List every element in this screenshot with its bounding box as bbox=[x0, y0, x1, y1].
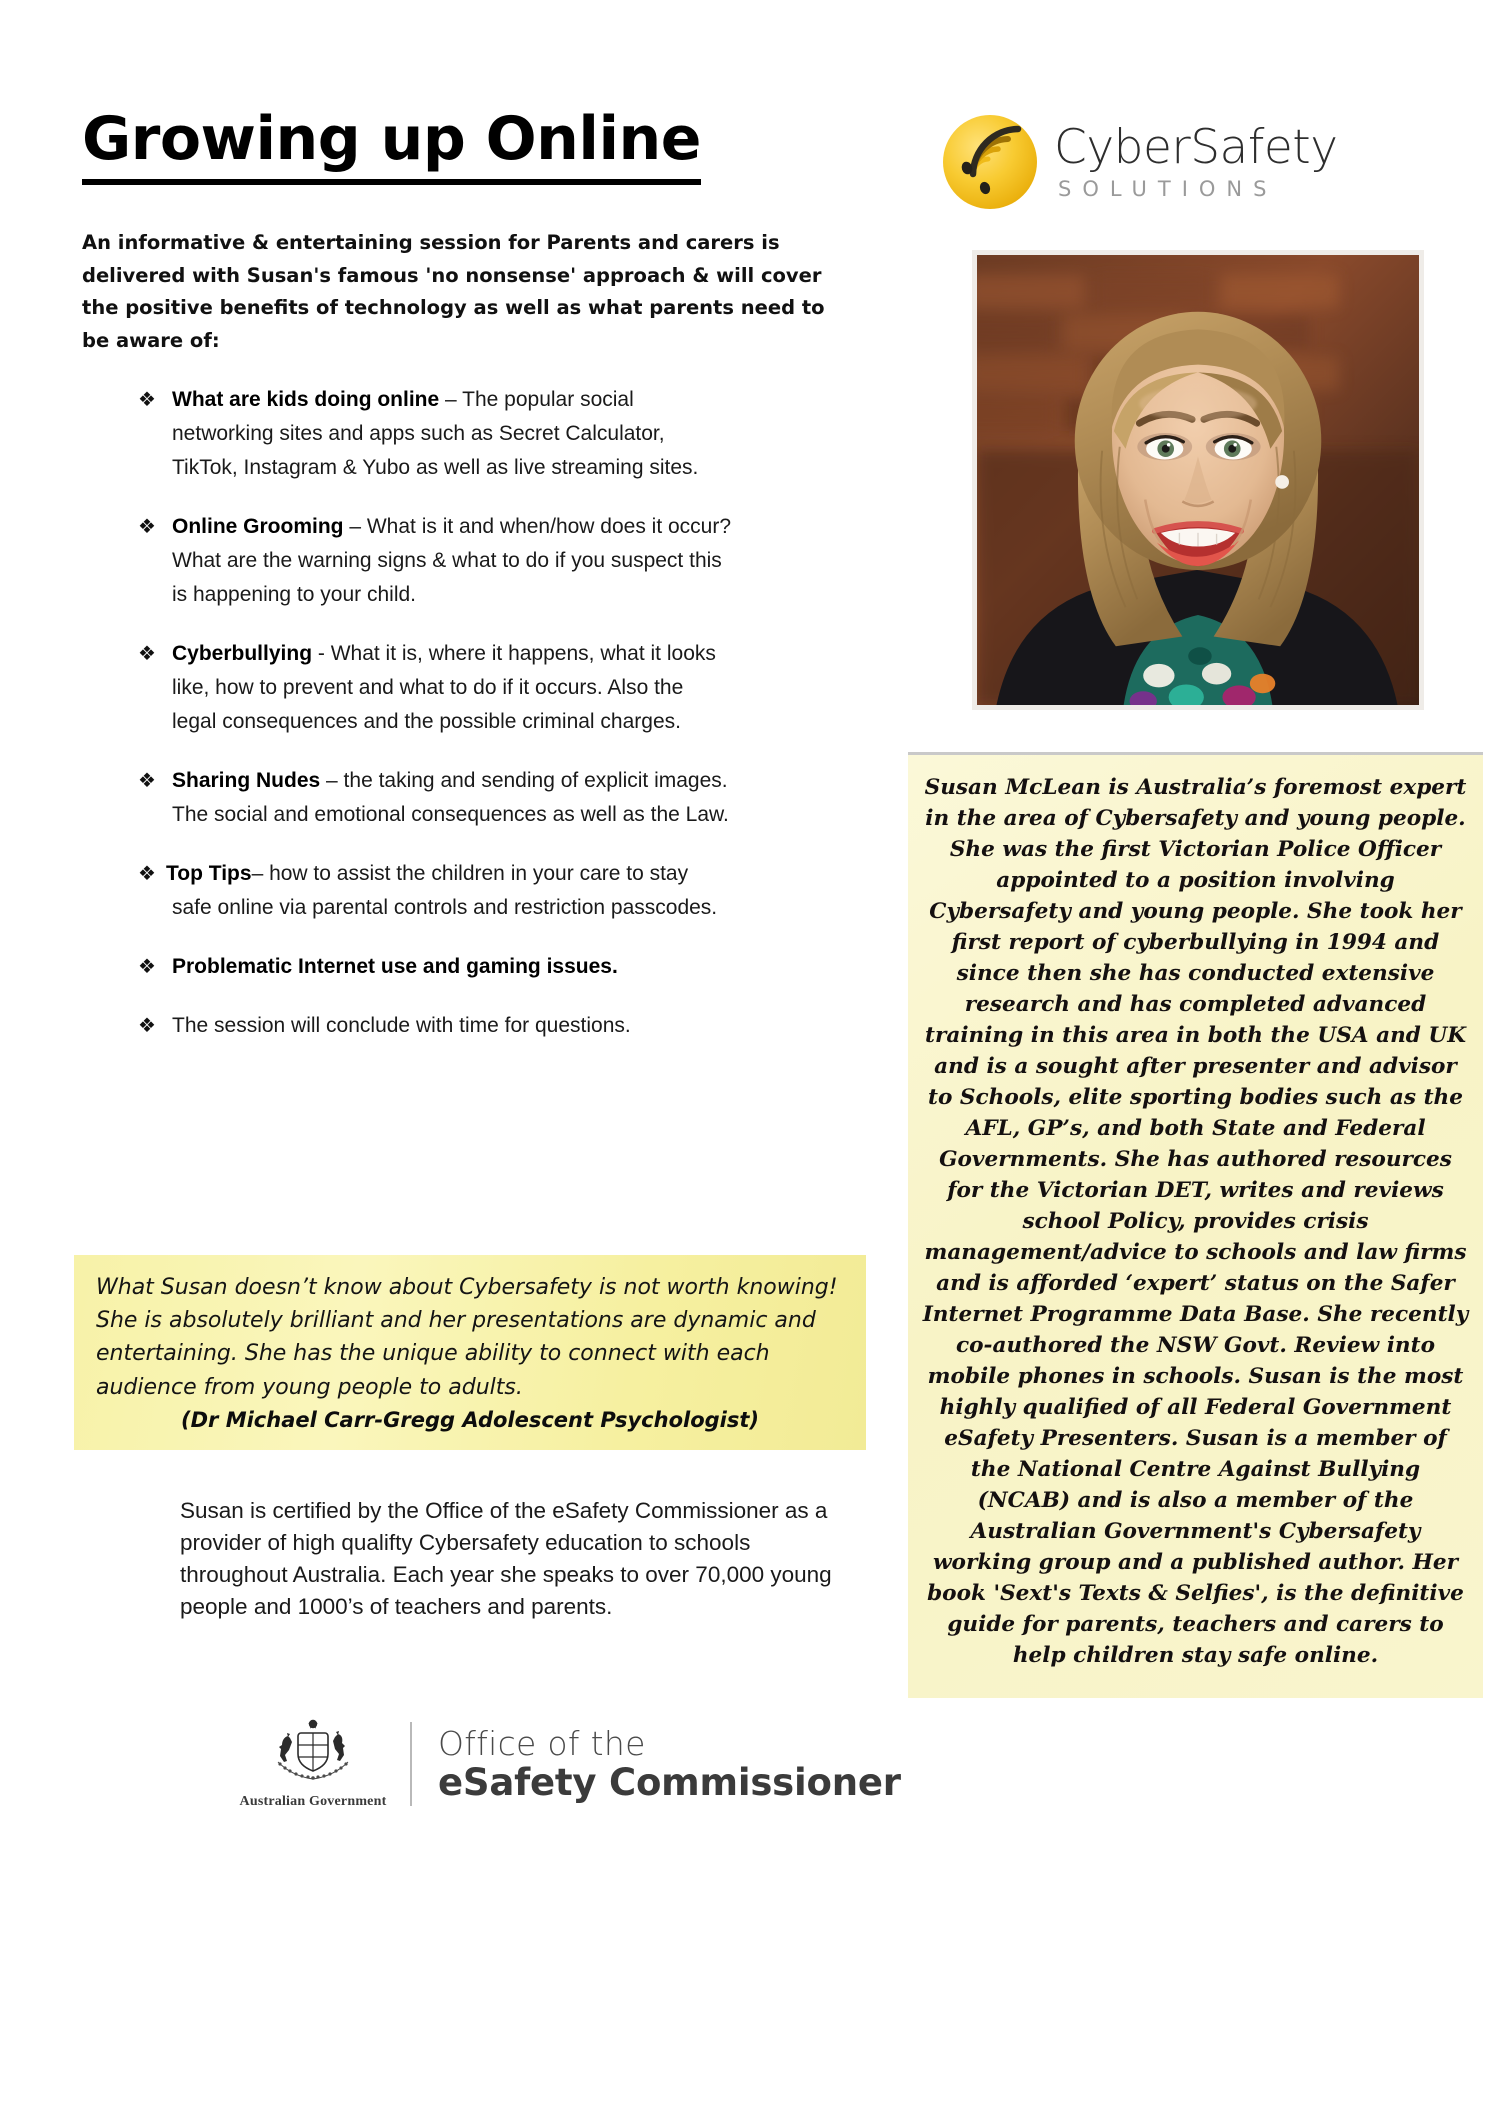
list-item-text bbox=[172, 764, 732, 832]
certification-paragraph: Susan is certified by the Office of the eSafety Commissioner as a provider of high qualifty Cybersafety education to schools throughout Australia. Each year she speaks to over 70,000 young people and 1000’s of teachers and parents. bbox=[180, 1498, 832, 1619]
diamond-bullet-icon: ❖ bbox=[138, 514, 156, 539]
intro-paragraph: An informative & entertaining session for Parents and carers is delivered with Susan's famous 'no nonsense' approach & will cover the positive benefits of technology as well as what parents need to be aware of: bbox=[82, 231, 825, 352]
biography-text bbox=[922, 773, 1469, 1672]
list-item-lead: Online Grooming bbox=[172, 515, 344, 539]
biography-body: is Australia’s foremost expert in the area of Cybersafety and young people. She was the first Victorian Police Officer appointed to a position involving Cybersafety and young people. She took her first report of cyberbullying in 1994 and since then she has conducted extensive research and has completed advanced training in this area in both the USA and UK and is a sought after presenter and advisor to Schools, elite sporting bodies such as the AFL, GP’s, and both State and Federal Governments. She has authored resources for the Victorian DET, writes and reviews school Policy, provides crisis management/advice to schools and law firms and is afforded ‘expert’ status on the Safer Internet Programme Data Base. She recently co-authored the NSW Govt. Review into mobile phones in schools. Susan is the most highly qualified of all Federal Government eSafety Presenters. Susan is a member of the National Centre Against Bullying (NCAB) and is also a member of the Australian Government's Cybersafety working group and a published author. Her book 'Sext's Texts & Selfies', is the definitive guide for parents, teachers and carers to help children stay safe online. bbox=[922, 775, 1469, 1668]
list-item-lead: Cyberbullying bbox=[172, 642, 313, 666]
testimonial-attribution: (Dr Michael Carr-Gregg Adolescent Psychologist) bbox=[181, 1407, 759, 1432]
esafety-commissioner-logo bbox=[228, 1718, 901, 1810]
esafety-wordmark bbox=[438, 1724, 901, 1804]
list-item-lead: Top Tips bbox=[166, 862, 252, 886]
list-item-text bbox=[166, 857, 732, 925]
list-item-lead: Problematic Internet use and gaming issues. bbox=[172, 955, 618, 979]
list-item-rest: The session will conclude with time for questions. bbox=[172, 1014, 631, 1038]
cybersafety-name: CyberSafety bbox=[1054, 119, 1338, 175]
list-item bbox=[138, 950, 872, 984]
list-item-lead: What are kids doing online bbox=[172, 388, 440, 412]
page-title: Growing up Online bbox=[82, 108, 701, 185]
cybersafety-solutions-logo bbox=[940, 112, 1338, 212]
testimonial-quote-box bbox=[74, 1255, 866, 1450]
logo-divider bbox=[410, 1722, 412, 1806]
list-item bbox=[138, 857, 872, 925]
smiley-wifi-circle-icon bbox=[940, 112, 1040, 212]
portrait-frame bbox=[972, 250, 1424, 710]
list-item bbox=[138, 383, 872, 485]
diamond-bullet-icon: ❖ bbox=[138, 387, 156, 412]
list-item-text bbox=[172, 383, 732, 485]
crest-caption: Australian Government bbox=[239, 1794, 387, 1809]
left-column bbox=[82, 104, 872, 1043]
australian-coat-of-arms-icon bbox=[254, 1718, 372, 1792]
list-item-lead: Sharing Nudes bbox=[172, 769, 321, 793]
biography-box bbox=[908, 752, 1483, 1698]
esafety-line1: Office of the bbox=[438, 1724, 646, 1763]
susan-mclean-portrait bbox=[977, 255, 1419, 705]
list-item-text bbox=[172, 950, 732, 984]
list-item-text bbox=[172, 1009, 732, 1043]
biography-name: Susan McLean bbox=[924, 775, 1101, 800]
list-item-text bbox=[172, 510, 732, 612]
list-item-rest: - What it is, where it happens, what it looks like, how to prevent and what to do if it occurs. Also the legal consequences and the possible criminal charges. bbox=[172, 642, 716, 734]
esafety-line2: eSafety Commissioner bbox=[438, 1761, 901, 1804]
list-item-rest: – how to assist the children in your care to stay safe online via parental controls and restriction passcodes. bbox=[172, 862, 718, 920]
session-topics-list bbox=[82, 383, 872, 1043]
list-item bbox=[138, 1009, 872, 1043]
diamond-bullet-icon: ❖ bbox=[138, 954, 156, 979]
list-item bbox=[138, 510, 872, 612]
testimonial-text: What Susan doesn’t know about Cybersafety is not worth knowing! She is absolutely brilliant and her presentations are dynamic and entertaining. She has the unique ability to connect with each audience from young people to adults. bbox=[96, 1275, 838, 1400]
list-item-rest: – the taking and sending of explicit images. The social and emotional consequences as well as the Law. bbox=[172, 769, 729, 827]
diamond-bullet-icon: ❖ bbox=[138, 861, 156, 886]
cybersafety-wordmark bbox=[1054, 119, 1338, 201]
cybersafety-subtitle: SOLUTIONS bbox=[1058, 176, 1278, 201]
list-item bbox=[138, 764, 872, 832]
diamond-bullet-icon: ❖ bbox=[138, 1013, 156, 1038]
list-item bbox=[138, 637, 872, 739]
diamond-bullet-icon: ❖ bbox=[138, 641, 156, 666]
list-item-rest: – The popular social networking sites and apps such as Secret Calculator, TikTok, Instagram & Yubo as well as live streaming sites. bbox=[172, 388, 699, 480]
list-item-text bbox=[172, 637, 732, 739]
australian-government-crest bbox=[228, 1718, 398, 1810]
diamond-bullet-icon: ❖ bbox=[138, 768, 156, 793]
list-item-rest: – What is it and when/how does it occur? What are the warning signs & what to do if you suspect this is happening to your child. bbox=[172, 515, 732, 607]
